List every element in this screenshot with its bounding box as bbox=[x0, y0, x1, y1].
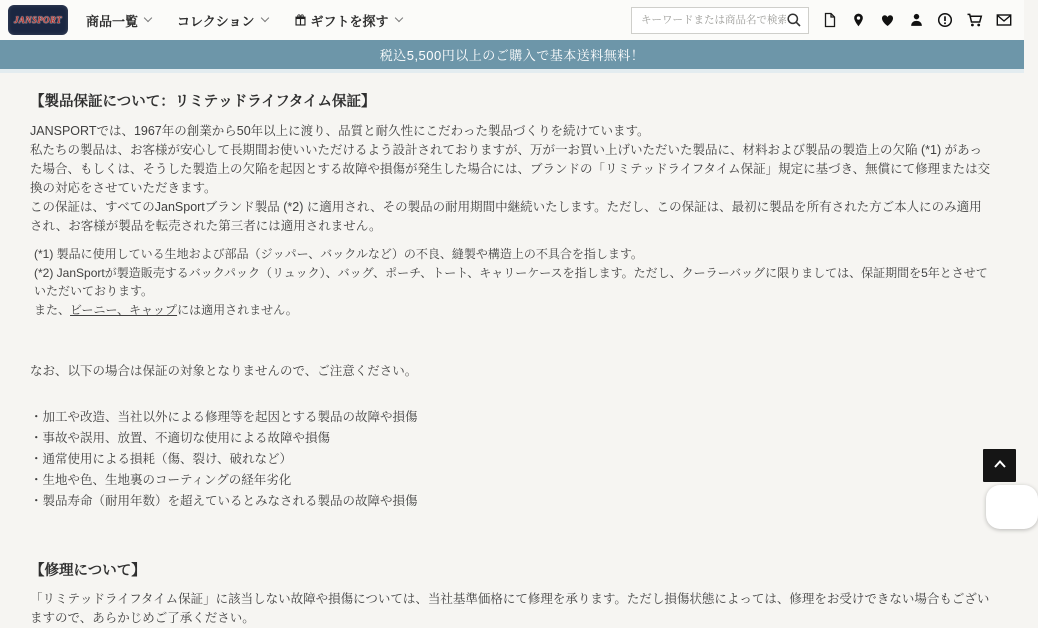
promo-banner-text: 税込5,500円以上のご購入で基本送料無料！ bbox=[379, 48, 645, 63]
exclusions-list bbox=[30, 407, 994, 512]
user-icon[interactable] bbox=[909, 12, 924, 28]
logo-text: JANSPORT bbox=[14, 15, 62, 25]
exclusion-item: ・生地や色、生地裏のコーティングの経年劣化 bbox=[30, 473, 292, 487]
top-header bbox=[0, 0, 1024, 40]
footnote-link-suffix: には適用されません。 bbox=[177, 302, 298, 317]
repair-section bbox=[30, 559, 994, 628]
footnote-2: (*2) JanSportが製造販売するバックパック（リュック）、バッグ、ポーチ、トート、キャリーケースを指します。ただし、クーラーバッグに限りましては、保証期間を5年とさせていただいております。 bbox=[34, 265, 988, 298]
footnote-1: (*1) 製品に使用している生地および部品（ジッパー、バックルなど）の不良、縫製や構造上の不具合を指します。 bbox=[34, 247, 643, 261]
mail-icon[interactable] bbox=[996, 12, 1012, 28]
heart-icon[interactable] bbox=[879, 12, 896, 28]
exclusion-item: ・通常使用による損耗（傷、裂け、破れなど） bbox=[30, 452, 293, 466]
warranty-heading: 【製品保証について：リミテッドライフタイム保証】 bbox=[30, 94, 376, 110]
jansport-logo[interactable] bbox=[8, 5, 68, 35]
search-icon[interactable] bbox=[786, 12, 802, 28]
cart-icon[interactable] bbox=[966, 12, 983, 28]
nav-item-label: コレクション bbox=[177, 13, 255, 29]
chevron-down-icon bbox=[260, 14, 268, 22]
warranty-footnotes bbox=[30, 245, 994, 319]
repair-paragraph: 「リミテッドライフタイム保証」に該当しない故障や損傷については、当社基準価格にて修理を承ります。ただし損傷状態によっては、修理をお受けできない場合もございますので、あらかじめご了承ください。 bbox=[30, 592, 990, 625]
chevron-down-icon bbox=[394, 14, 402, 22]
scroll-to-top-button[interactable] bbox=[983, 449, 1016, 482]
chat-widget-corner[interactable] bbox=[986, 485, 1038, 529]
chevron-down-icon bbox=[144, 14, 152, 22]
exclusions-intro: なお、以下の場合は保証の対象となりませんので、ご注意ください。 bbox=[30, 364, 418, 378]
exclusion-item: ・製品寿命（耐用年数）を超えているとみなされる製品の故障や損傷 bbox=[30, 494, 418, 508]
warranty-paragraph: 私たちの製品は、お客様が安心して長期間お使いいただけるよう設計されておりますが、万が一お買い上げいただいた製品に、材料および製品の製造上の欠陥 (*1) があった場合、もしくは、そうした製造上の欠陥を起因とする故障や損傷が発生した場合には、ブランドの「リミテッドライフタイム保証」規定に基づき、無償にて修理または交換の対応をさせていただきます。 bbox=[30, 143, 991, 195]
document-icon[interactable] bbox=[822, 12, 838, 28]
warranty-paragraph: JANSPORTでは、1967年の創業から50年以上に渡り、品質と耐久性にこだわった製品づくりを続けています。 bbox=[30, 124, 650, 138]
nav-item-products[interactable] bbox=[86, 11, 151, 30]
nav-item-label: 商品一覧 bbox=[86, 13, 139, 29]
gift-icon bbox=[294, 14, 307, 27]
search-box bbox=[631, 7, 809, 34]
footnote-exclusion-line bbox=[34, 301, 994, 320]
nav-item-collection[interactable] bbox=[177, 11, 267, 30]
promo-banner bbox=[0, 40, 1024, 69]
header-actions bbox=[631, 7, 1012, 34]
nav-item-label: ギフトを探す bbox=[310, 13, 389, 29]
exclusion-item: ・加工や改造、当社以外による修理等を起因とする製品の故障や損傷 bbox=[30, 410, 418, 424]
search-input[interactable] bbox=[641, 14, 786, 26]
nav-item-gifts[interactable] bbox=[294, 11, 402, 30]
chevron-up-icon bbox=[992, 457, 1008, 475]
main-content bbox=[0, 73, 1024, 628]
repair-heading: 【修理について】 bbox=[30, 563, 146, 579]
warranty-paragraph: この保証は、すべてのJanSportブランド製品 (*2) に適用され、その製品の耐用期間中継続いたします。ただし、この保証は、最初に製品を所有された方ご本人にのみ適用され、お客様が製品を転売された第三者には適用されません。 bbox=[30, 200, 982, 233]
exclusion-item: ・事故や誤用、放置、不適切な使用による故障や損傷 bbox=[30, 431, 331, 445]
location-pin-icon[interactable] bbox=[851, 12, 866, 28]
beanie-cap-link[interactable]: ビーニー、キャップ bbox=[70, 302, 178, 317]
warranty-paragraphs bbox=[30, 122, 994, 236]
alert-circle-icon[interactable] bbox=[937, 12, 953, 28]
main-nav bbox=[86, 11, 402, 30]
footnote-link-prefix: また、 bbox=[34, 302, 71, 317]
